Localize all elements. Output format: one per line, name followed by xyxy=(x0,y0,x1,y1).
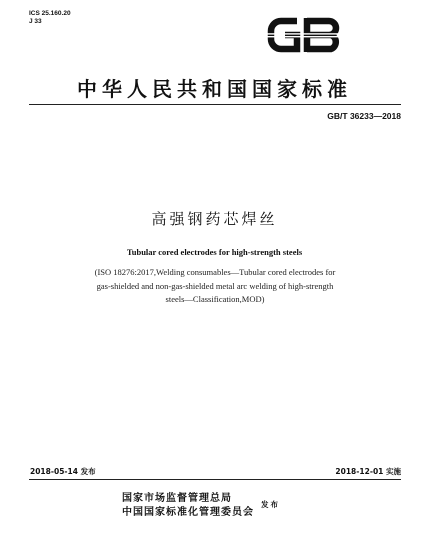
gb-logo xyxy=(267,14,347,56)
iso-note-line: steels—Classification,MOD) xyxy=(165,294,265,304)
issue-label: 发布 xyxy=(261,500,280,509)
chinese-title: 高强钢药芯焊丝 xyxy=(151,210,278,228)
publisher-samr: 国家市场监督管理总局 xyxy=(122,493,232,504)
implement-date: 2018-12-01 实施 xyxy=(335,467,401,476)
iso-equivalence-note xyxy=(40,266,390,307)
publish-date: 2018-05-14 发布 xyxy=(30,467,96,476)
ics-code: ICS 25.160.20 xyxy=(29,10,71,17)
iso-note-line: gas-shielded and non-gas-shielded metal arc welding of high-strength xyxy=(96,280,334,291)
bottom-divider xyxy=(29,479,401,480)
ccs-code: J 33 xyxy=(29,18,42,25)
english-title: Tubular cored electrodes for high-strength steels xyxy=(126,247,303,257)
standard-code: GB/T 36233—2018 xyxy=(327,111,401,121)
national-standard-title: 中华人民共和国国家标准 xyxy=(77,77,352,101)
top-divider xyxy=(29,104,401,105)
gb-logo-text: GB xyxy=(267,14,269,15)
publisher-sac: 中国国家标准化管理委员会 xyxy=(122,507,254,518)
classification-codes xyxy=(29,10,71,26)
publishers-block xyxy=(122,492,254,520)
iso-note-line: (ISO 18276:2017,Welding consumables—Tubular cored electrodes for xyxy=(94,267,336,277)
